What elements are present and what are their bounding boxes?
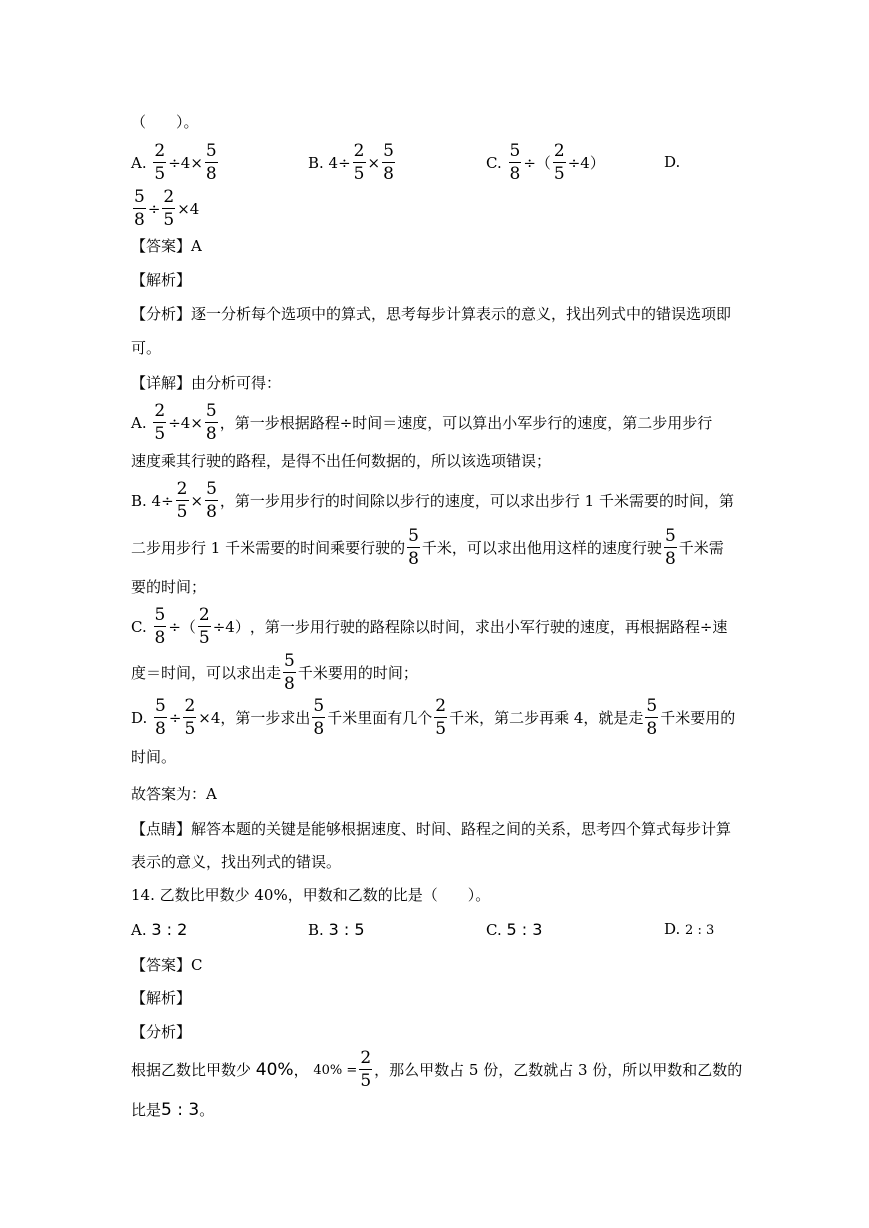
explanation-text: 度＝时间，可以求出走 $\frac{5}{8}$ 千米要用的时间； xyxy=(131,651,418,694)
fraction: $\frac{2}{5}$ xyxy=(154,141,166,184)
fraction: $\frac{2}{5}$ xyxy=(163,187,175,230)
explanation-d: D. $\frac{5}{8}$ ÷ $\frac{2}{5}$ ×4，第一步求出 $\frac{5}{8}$ 千米里面有几个 $\frac{2}{5}$ 千米，第二步再乘 4，就是走 $\frac{5}{8}$ 千米要用的 xyxy=(131,696,736,739)
fraction: $\frac{5}{8}$ xyxy=(206,479,217,522)
fraction: $\frac{5}{8}$ xyxy=(205,401,217,444)
fraction: $\frac{5}{8}$ xyxy=(646,696,658,739)
option-label: A. xyxy=(131,153,147,172)
fraction: $\frac{5}{8}$ xyxy=(408,526,419,569)
fraction: $\frac{5}{8}$ xyxy=(313,696,325,739)
detail-header: 【详解】由分析可得： xyxy=(131,374,282,392)
q14-option-b: B. 3 : 5 xyxy=(308,920,365,939)
option-c: C. $\frac{5}{8}$ ÷（ $\frac{2}{5}$ ÷4） xyxy=(486,141,605,184)
analysis-text: 可。 xyxy=(131,339,162,357)
q14-body: 根据乙数比甲数少 40%， 40% = $\frac{2}{5}$ ，那么甲数占 5 份，乙数就占 3 份，所以甲数和乙数的 xyxy=(131,1048,743,1091)
explanation-c: C. $\frac{5}{8}$ ÷（ $\frac{2}{5}$ ÷4），第一步用行驶的路程除以时间，求出小军行驶的速度，再根据路程÷速 xyxy=(131,605,728,648)
fraction: $\frac{5}{8}$ xyxy=(509,141,521,184)
question-14-stem: 14. 乙数比甲数少 40%，甲数和乙数的比是（ ）。 xyxy=(131,886,491,904)
comment-text: 表示的意义，找出列式的错误。 xyxy=(131,853,342,871)
explanation-a: A. $\frac{2}{5}$ ÷4× $\frac{5}{8}$ ，第一步根据路程÷时间＝速度，可以算出小军步行的速度，第二步用步行 xyxy=(131,401,713,444)
option-d: $\frac{5}{8}$ ÷ $\frac{2}{5}$ ×4 xyxy=(134,187,200,230)
explanation-text: 时间。 xyxy=(131,748,177,766)
question-stem-tail: （ ）。 xyxy=(131,113,199,131)
answer-line: 【答案】A xyxy=(131,237,202,255)
fraction: $\frac{2}{5}$ xyxy=(353,141,365,184)
fraction: $\frac{2}{5}$ xyxy=(360,1048,372,1091)
fenxi-header: 【分析】 xyxy=(131,1023,192,1041)
answer-line: 【答案】C xyxy=(131,956,203,974)
explanation-text: 二步用步行 1 千米需要的时间乘要行驶的 $\frac{5}{8}$ 千米，可以求出他用这样的速度行驶 $\frac{5}{8}$ 千米需 xyxy=(131,526,724,569)
fraction: $\frac{5}{8}$ xyxy=(134,187,145,230)
analysis-text: 【分析】逐一分析每个选项中的算式，思考每步计算表示的意义，找出列式中的错误选项即 xyxy=(131,305,732,323)
q14-option-a: A. 3 : 2 xyxy=(131,920,188,939)
fraction: $\frac{2}{5}$ xyxy=(198,605,210,648)
q14-option-c: C. 5 : 3 xyxy=(486,920,543,939)
explanation-text: 速度乘其行驶的路程，是得不出任何数据的，所以该选项错误； xyxy=(131,452,552,470)
fraction: $\frac{5}{8}$ xyxy=(284,651,295,694)
option-d-label: D. xyxy=(664,153,681,171)
fraction: $\frac{2}{5}$ xyxy=(435,696,447,739)
fraction: $\frac{5}{8}$ xyxy=(383,141,394,184)
analysis-header: 【解析】 xyxy=(131,989,192,1007)
explanation-text: 要的时间； xyxy=(131,578,207,596)
fraction: $\frac{5}{8}$ xyxy=(155,696,166,739)
fraction: $\frac{5}{8}$ xyxy=(154,605,166,648)
fraction: $\frac{2}{5}$ xyxy=(184,696,196,739)
final-answer: 故答案为：A xyxy=(131,785,217,803)
fraction: $\frac{5}{8}$ xyxy=(664,526,676,569)
fraction: $\frac{5}{8}$ xyxy=(205,141,217,184)
q14-option-d: D. 2 : 3 xyxy=(664,920,715,938)
option-a: A. $\frac{2}{5}$ ÷4× $\frac{5}{8}$ xyxy=(131,141,217,184)
explanation-b: B. 4÷ $\frac{2}{5}$ × $\frac{5}{8}$ ，第一步用步行的时间除以步行的速度，可以求出步行 1 千米需要的时间，第 xyxy=(131,479,734,522)
fraction: $\frac{2}{5}$ xyxy=(553,141,565,184)
fraction: $\frac{2}{5}$ xyxy=(154,401,166,444)
q14-body: 比是5 : 3。 xyxy=(131,1100,215,1120)
comment-text: 【点睛】解答本题的关键是能够根据速度、时间、路程之间的关系，思考四个算式每步计算 xyxy=(131,820,732,838)
option-b: B. 4÷ $\frac{2}{5}$ × $\frac{5}{8}$ xyxy=(308,141,394,184)
analysis-header: 【解析】 xyxy=(131,271,192,289)
fraction: $\frac{2}{5}$ xyxy=(176,479,188,522)
